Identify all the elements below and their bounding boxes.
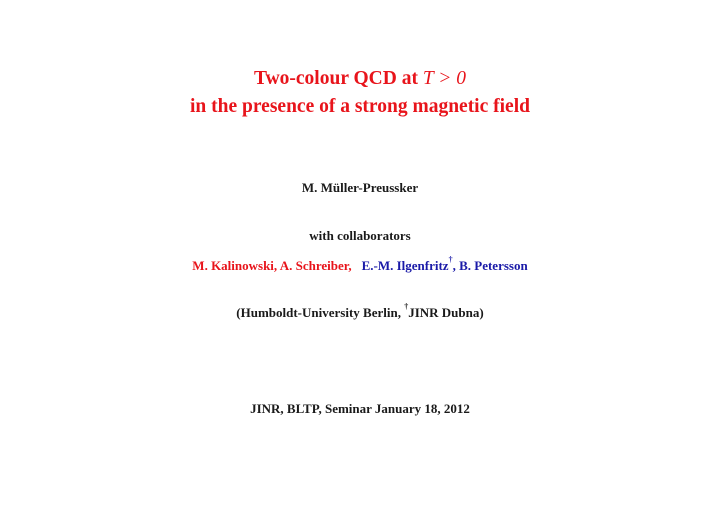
title-line-1 (0, 68, 720, 90)
title-prefix: Two-colour QCD at (254, 68, 423, 89)
collaborators-group-2 (361, 255, 528, 273)
collaborator-ilgenfritz: E.-M. Ilgenfritz (361, 258, 449, 273)
title-line-2: in the presence of a strong magnetic field (190, 96, 530, 117)
title-math: T > 0 (422, 68, 466, 89)
collaborators (0, 255, 720, 274)
speaker: M. Müller-Preussker (301, 180, 419, 195)
affiliation-prefix: (Humboldt-University Berlin, (236, 305, 405, 320)
affiliation-suffix: JINR Dubna) (408, 305, 484, 320)
dagger-mark: † (448, 255, 453, 264)
affiliation-dagger: † (404, 302, 409, 311)
collaborators-group-1: M. Kalinowski, A. Schreiber, (192, 258, 352, 273)
collaborator-petersson: , B. Petersson (452, 258, 528, 273)
affiliation (0, 302, 720, 321)
with-collaborators-label: with collaborators (309, 228, 411, 243)
event-info: JINR, BLTP, Seminar January 18, 2012 (250, 401, 470, 416)
